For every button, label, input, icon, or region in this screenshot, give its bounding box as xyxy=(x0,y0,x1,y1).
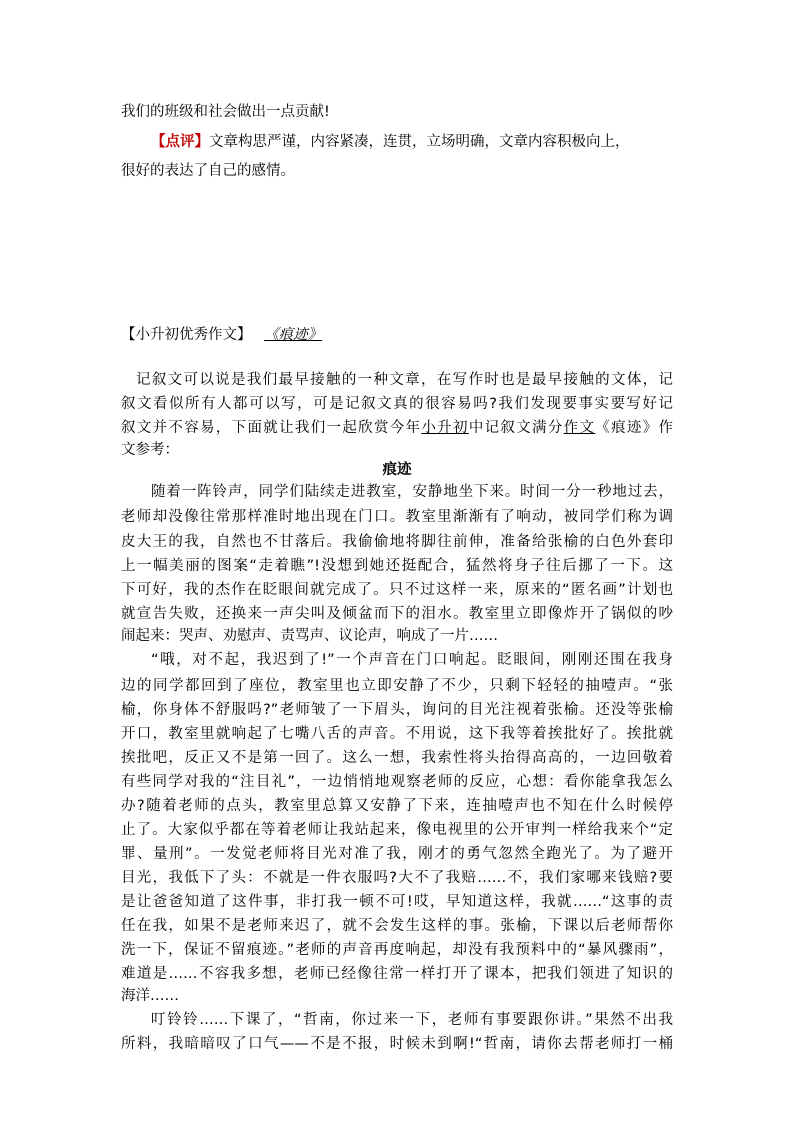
essay-line: 所料，我暗暗叹了口气——不是不报，时候未到啊!“哲南，请你去帮老师打一桶 xyxy=(121,1036,673,1052)
essay-line: 边的同学都回到了座位，教室里也立即安静了不少，只剩下轻轻的抽噎声。“张 xyxy=(121,678,673,694)
essay-line: 榆，你身体不舒服吗?”老师皱了一下眉头，询问的目光注视着张榆。还没等张榆 xyxy=(121,702,673,718)
essay-line: 有些同学对我的“注目礼”，一边悄悄地观察老师的反应，心想：看你能拿我怎么 xyxy=(121,774,673,790)
essay-line: 任在我，如果不是老师来迟了，就不会发生这样的事。张榆，下课以后老师帮你 xyxy=(121,918,673,934)
zuowen-link[interactable]: 作文 xyxy=(563,420,596,436)
essay-line: 难道是……不容我多想，老师已经像往常一样打开了课本，把我们领进了知识的 xyxy=(121,966,673,982)
comment-text: 文章构思严谨，内容紧凑，连贯，立场明确，文章内容积极向上， xyxy=(209,134,630,150)
section-label: 【小升初优秀作文】 xyxy=(121,327,252,343)
preface-line-1: 记叙文可以说是我们最早接触的一种文章，在写作时也是最早接触的文体，记 xyxy=(136,372,673,388)
intro-line: 我们的班级和社会做出一点贡献! xyxy=(121,104,330,120)
essay-line: 皮大王的我，自然也不甘落后。我偷偷地将脚往前伸，准备给张榆的白色外套印 xyxy=(121,534,673,550)
essay-line: 随着一阵铃声，同学们陆续走进教室，安静地坐下来。时间一分一秒地过去， xyxy=(151,484,673,500)
preface-line-4: 文参考： xyxy=(121,442,179,458)
xiaoshengchu-link[interactable]: 小升初 xyxy=(421,420,469,436)
preface-text: 《痕迹》作 xyxy=(595,420,674,436)
comment-line-2: 很好的表达了自己的感情。 xyxy=(121,163,295,179)
essay-line: 挨批吧，反正又不是第一回了。这么一想，我索性将头抬得高高的，一边回敬着 xyxy=(121,750,673,766)
preface-text: 中记叙文满分 xyxy=(468,420,564,436)
essay-line: 洗一下，保证不留痕迹。”老师的声音再度响起，却没有我预料中的“暴风骤雨”， xyxy=(121,942,673,958)
essay-title: 痕迹 xyxy=(382,462,412,478)
comment-line-1 xyxy=(151,132,630,152)
essay-title-link[interactable]: 《痕迹》 xyxy=(264,327,323,343)
section-header xyxy=(121,325,322,345)
essay-line: 老师却没像往常那样准时地出现在门口。教室里渐渐有了响动，被同学们称为调 xyxy=(121,509,673,525)
essay-line: 开口，教室里就响起了七嘴八舌的声音。不用说，这下我等着挨批好了。挨批就 xyxy=(121,726,673,742)
essay-line: 目光，我低下了头：不就是一件衣服吗?大不了我赔……不，我们家哪来钱赔?要 xyxy=(121,870,673,886)
essay-line: 就宣告失败，还换来一声尖叫及倾盆而下的泪水。教室里立即像炸开了锅似的吵 xyxy=(121,606,673,622)
essay-line: 海洋…… xyxy=(121,988,179,1004)
preface-line-2: 叙文看似所有人都可以写，可是记叙文真的很容易吗?我们发现要事实要写好记 xyxy=(121,396,673,412)
essay-line: “哦，对不起，我迟到了!”一个声音在门口响起。眨眼间，刚刚还围在我身 xyxy=(151,652,673,668)
essay-line: 是让爸爸知道了这件事，非打我一顿不可!哎，早知道这样，我就……“这事的责 xyxy=(121,894,673,910)
essay-line: 叮铃铃……下课了，“哲南，你过来一下，老师有事要跟你讲。”果然不出我 xyxy=(151,1012,673,1028)
comment-label: 【点评】 xyxy=(151,134,209,150)
essay-line: 上一幅美丽的图案“走着瞧”!没想到她还挺配合，猛然将身子往后挪了一下。这 xyxy=(121,558,673,574)
preface-text: 叙文并不容易，下面就让我们一起欣赏今年 xyxy=(121,420,422,436)
essay-line: 罪、量刑”。一发觉老师将目光对准了我，刚才的勇气忽然全跑光了。为了避开 xyxy=(121,846,673,862)
essay-line: 闹起来：哭声、劝慰声、责骂声、议论声，响成了一片…… xyxy=(121,628,498,644)
essay-line: 办?随着老师的点头，教室里总算又安静了下来，连抽噎声也不知在什么时候停 xyxy=(121,798,673,814)
preface-line-3 xyxy=(121,418,673,438)
essay-line: 下可好，我的杰作在眨眼间就完成了。只不过这样一来，原来的“匿名画”计划也 xyxy=(121,582,673,598)
essay-line: 止了。大家似乎都在等着老师让我站起来，像电视里的公开审判一样给我来个“定 xyxy=(121,822,673,838)
